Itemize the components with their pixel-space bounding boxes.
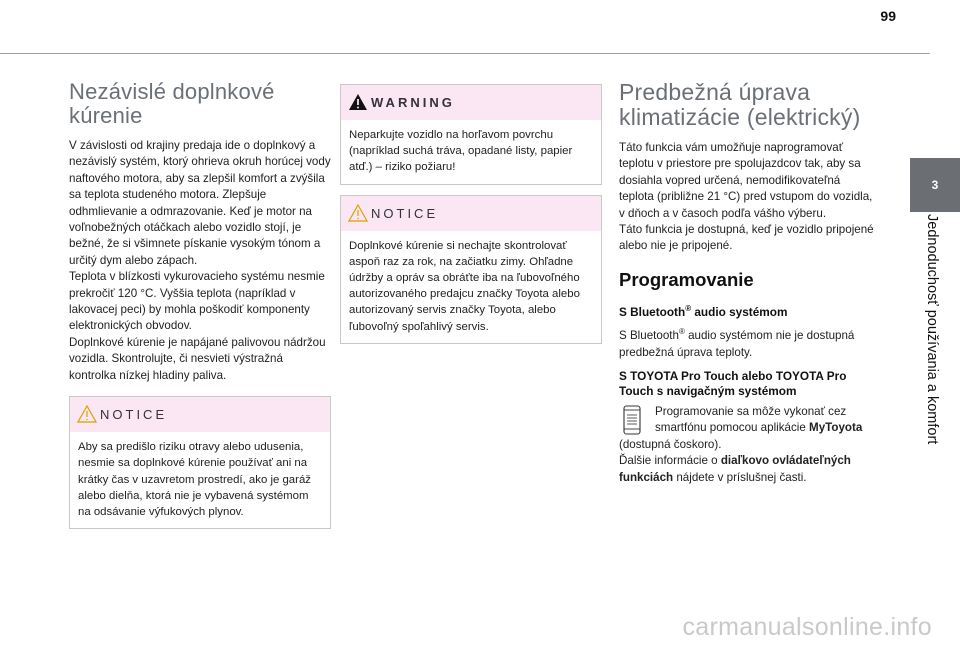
- notice-box-heater: [69, 396, 331, 529]
- column-warnings: [340, 84, 602, 344]
- notice-triangle-icon: [348, 204, 368, 222]
- smartphone-note: [619, 404, 874, 437]
- warning-text: Neparkujte vozidlo na horľavom povrchu (napríklad suchá tráva, opadané listy, papier atď.) – riziko požiaru!: [349, 129, 573, 174]
- bluetooth-heading: S Bluetooth® audio systémom: [619, 303, 788, 319]
- notice-title: NOTICE: [100, 407, 168, 423]
- chapter-title: Jednoduchosť používania a komfort: [924, 214, 940, 445]
- remote-functions-text: Ďalšie informácie o diaľkovo ovládateľných funkciách nájdete v príslušnej časti.: [619, 454, 851, 484]
- warning-triangle-icon: [348, 93, 368, 111]
- watermark: carmanualsonline.info: [682, 613, 932, 641]
- navigation-heading: S TOYOTA Pro Touch alebo TOYOTA Pro Touch s navigačným systémom: [619, 368, 847, 399]
- notice-text-maintenance: Doplnkové kúrenie si nechajte skontrolovať aspoň raz za rok, na začiatku zimy. Ohľadne údržby a opráv sa obráťte iba na ľubovoľného autorizovaného predajcu značky Toyota alebo autorizovaný servis značky Toyota, alebo ľubovoľný spoľahlivý servis.: [349, 239, 580, 333]
- smartphone-text: Programovanie sa môže vykonať cez smartfónu pomocou aplikácie MyToyota: [655, 404, 863, 435]
- programming-title: Programovanie: [619, 268, 754, 290]
- notice-triangle-icon: [77, 405, 97, 423]
- notice-header-maintenance: [341, 196, 601, 231]
- heater-body-temp: Teplota v blízkosti vykurovacieho systému nesmie prekročiť 120 °C. Vyššia teplota (napríklad v lakovacej peci) by mohla poškodiť komponenty elektronických obvodov.: [69, 270, 325, 333]
- notice-text: Aby sa predišlo riziku otravy alebo udusenia, nesmie sa doplnkové kúrenie používať ani na krátky čas v uzavretom prostredí, ako je garáž alebo dielňa, ktorá nie je vybavená systémom na odsávanie výfukových plynov.: [78, 441, 311, 518]
- preconditioning-intro-2: Táto funkcia je dostupná, keď je vozidlo pripojené alebo nie je pripojené.: [619, 223, 874, 253]
- heater-body-fuel: Doplnkové kúrenie je napájané palivovou nádržou vozidla. Skontrolujte, či nesvieti výstražná kontrolka nízkej hladiny paliva.: [69, 335, 326, 382]
- notice-box-maintenance: [340, 195, 602, 344]
- warning-header: [341, 85, 601, 120]
- smartphone-text-availability: (dostupná čoskoro).: [619, 437, 722, 451]
- top-rule: [0, 53, 930, 54]
- warning-box: [340, 84, 602, 185]
- notice-title-maintenance: NOTICE: [371, 205, 439, 221]
- smartphone-icon: [621, 405, 643, 435]
- heater-body: V závislosti od krajiny predaja ide o doplnkový a nezávislý systém, ktorý ohrieva okruh horúcej vody naftového motora, aby sa zlepšil komfort a zvýšila sa teplota studeného motora. Zlepšuje odhmlievanie a odmrazovanie. Keď je motor na voľnobežných otáčkach alebo vozidlo stojí, je bežné, že si všimnete pískanie vysokým tónom a určitý dym alebo zápach.: [69, 139, 331, 267]
- column-heater: [69, 80, 331, 529]
- preconditioning-intro: Táto funkcia vám umožňuje naprogramovať teplotu v priestore pre spolujazdcov tak, aby sa dosiahla vopred určená, nemodifikovateľná teplota (približne 21 °C) pred vstupom do vozidla, v dňoch a v časoch podľa vášho výberu.: [619, 141, 873, 220]
- chapter-title-vertical: [924, 214, 946, 444]
- page-number: 99: [880, 8, 896, 24]
- chapter-tab: 3: [910, 158, 960, 212]
- bluetooth-text: S Bluetooth® audio systémom nie je dostupná predbežná úprava teploty.: [619, 327, 855, 359]
- section-title-heater: Nezávislé doplnkové kúrenie: [69, 79, 275, 128]
- column-preconditioning: [619, 80, 874, 486]
- warning-title: WARNING: [371, 95, 455, 110]
- section-title-preconditioning: Predbežná úprava klimatizácie (elektrický): [619, 79, 861, 130]
- notice-header: [70, 397, 330, 432]
